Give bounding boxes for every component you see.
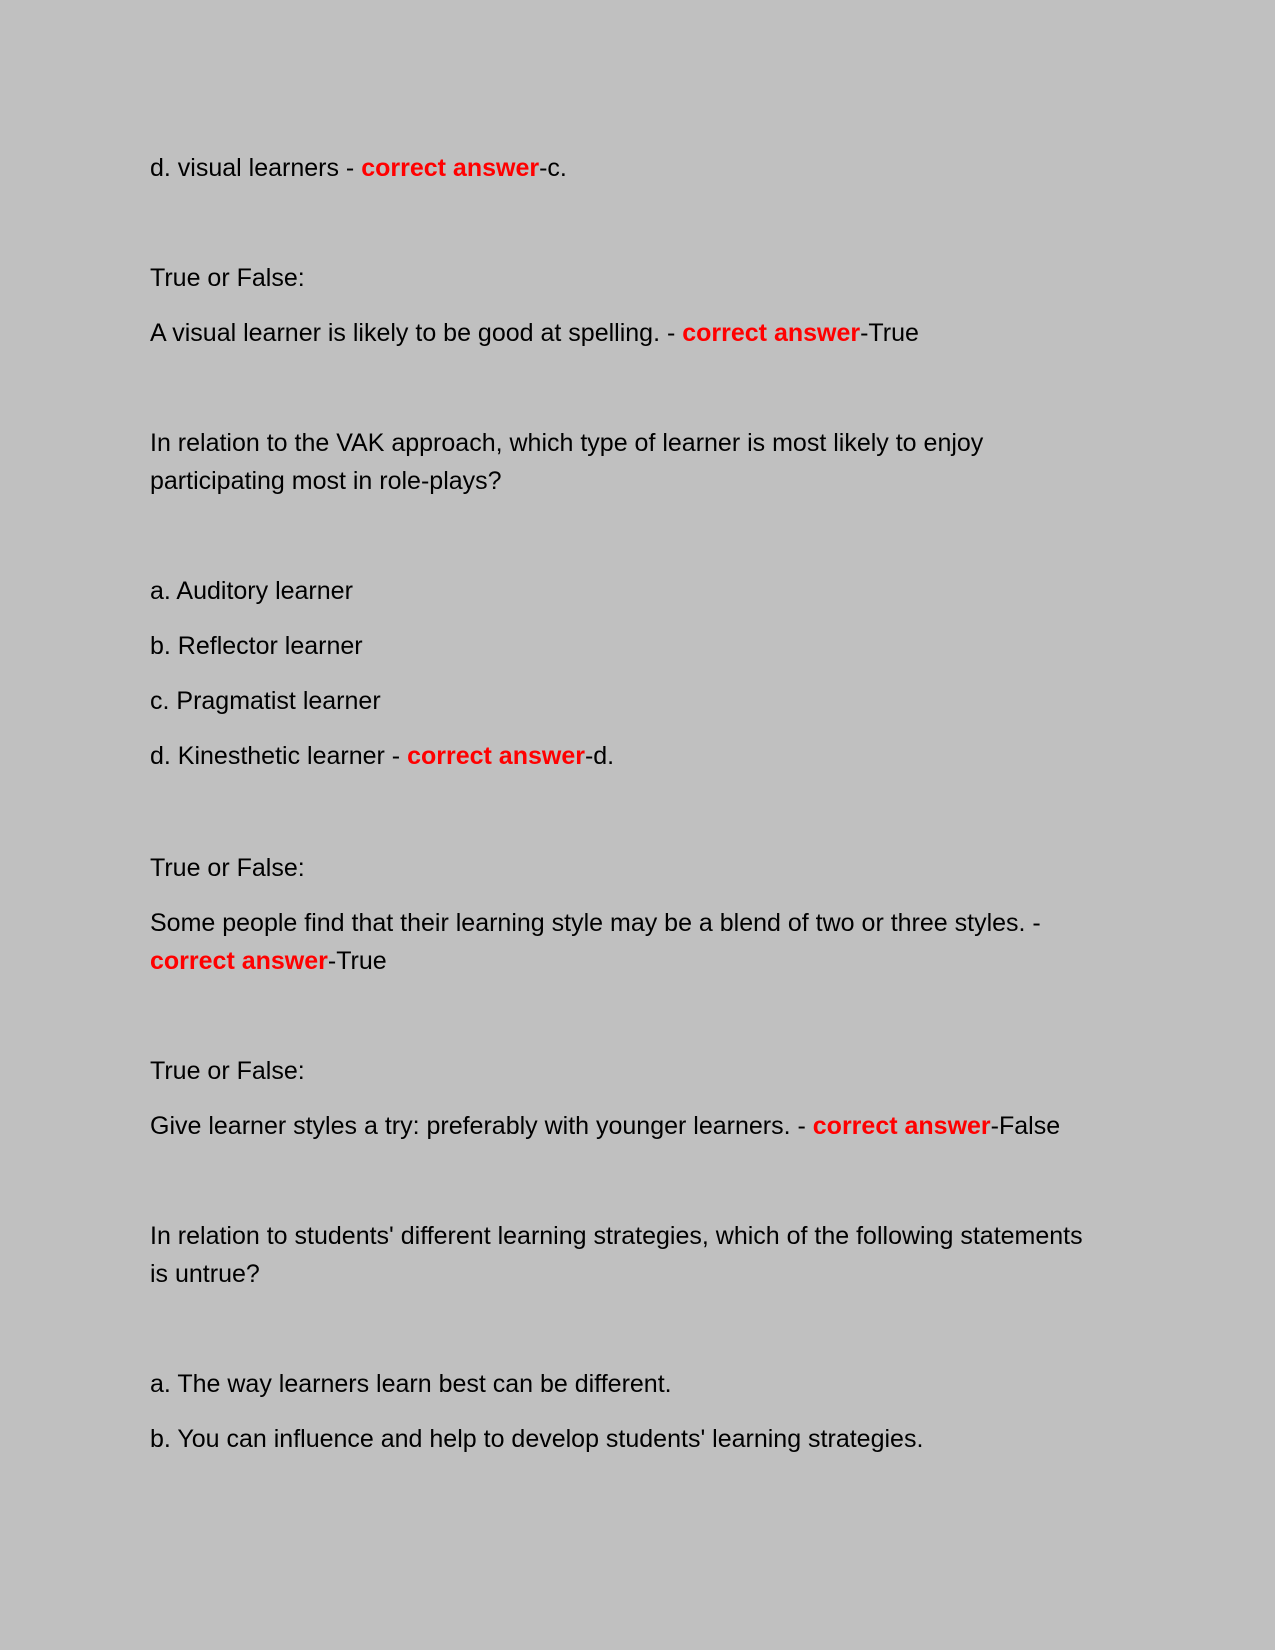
option-text: a. Auditory learner: [150, 577, 353, 605]
statement-text: Some people find that their learning style may be a blend of two or three styles. -: [150, 909, 1041, 937]
true-false-heading: [150, 1052, 1150, 1090]
option-auditory-learner: [150, 572, 1150, 610]
heading-text: True or False:: [150, 264, 305, 292]
option-reflector-learner: [150, 627, 1150, 665]
answer-value: -True: [860, 319, 919, 347]
correct-answer-label: correct answer: [361, 154, 540, 182]
true-false-heading: [150, 849, 1150, 887]
answer-value: -False: [990, 1112, 1061, 1140]
statement-blend-of-styles: [150, 904, 1150, 942]
question-vak-role-plays: [150, 424, 1110, 500]
question-text: In relation to the VAK approach, which type of learner is most likely to enjoy participating most in role-plays?: [150, 429, 984, 495]
option-pragmatist-learner: [150, 682, 1150, 720]
question-text: In relation to students' different learning strategies, which of the following statements is untrue?: [150, 1222, 1083, 1288]
statement-younger-learners: [150, 1107, 1150, 1145]
option-text: b. You can influence and help to develop students' learning strategies.: [150, 1425, 924, 1453]
option-learners-learn-differently: [150, 1365, 1150, 1403]
answer-value: -c.: [539, 154, 567, 182]
option-visual-learners: [150, 149, 1150, 187]
correct-answer-label: correct answer: [682, 319, 861, 347]
statement-text: Give learner styles a try: preferably with younger learners. -: [150, 1112, 813, 1140]
heading-text: True or False:: [150, 854, 305, 882]
answer-value: -True: [327, 947, 387, 975]
option-text: d. visual learners -: [150, 154, 362, 182]
option-text: b. Reflector learner: [150, 632, 363, 660]
heading-text: True or False:: [150, 1057, 305, 1085]
option-influence-strategies: [150, 1420, 1150, 1458]
answer-value: -d.: [584, 742, 615, 770]
question-learning-strategies: [150, 1217, 1090, 1293]
statement-spelling: [150, 314, 1150, 352]
correct-answer-label: correct answer: [812, 1112, 991, 1140]
true-false-heading: [150, 259, 1150, 297]
option-text: d. Kinesthetic learner -: [150, 742, 408, 770]
correct-answer-label: correct answer: [150, 947, 328, 975]
option-text: a. The way learners learn best can be different.: [150, 1370, 672, 1398]
option-kinesthetic-learner: [150, 737, 1150, 775]
option-text: c. Pragmatist learner: [150, 687, 381, 715]
statement-text: A visual learner is likely to be good at spelling. -: [150, 319, 683, 347]
correct-answer-label: correct answer: [407, 742, 585, 770]
statement-blend-of-styles-answer: [150, 942, 1150, 980]
